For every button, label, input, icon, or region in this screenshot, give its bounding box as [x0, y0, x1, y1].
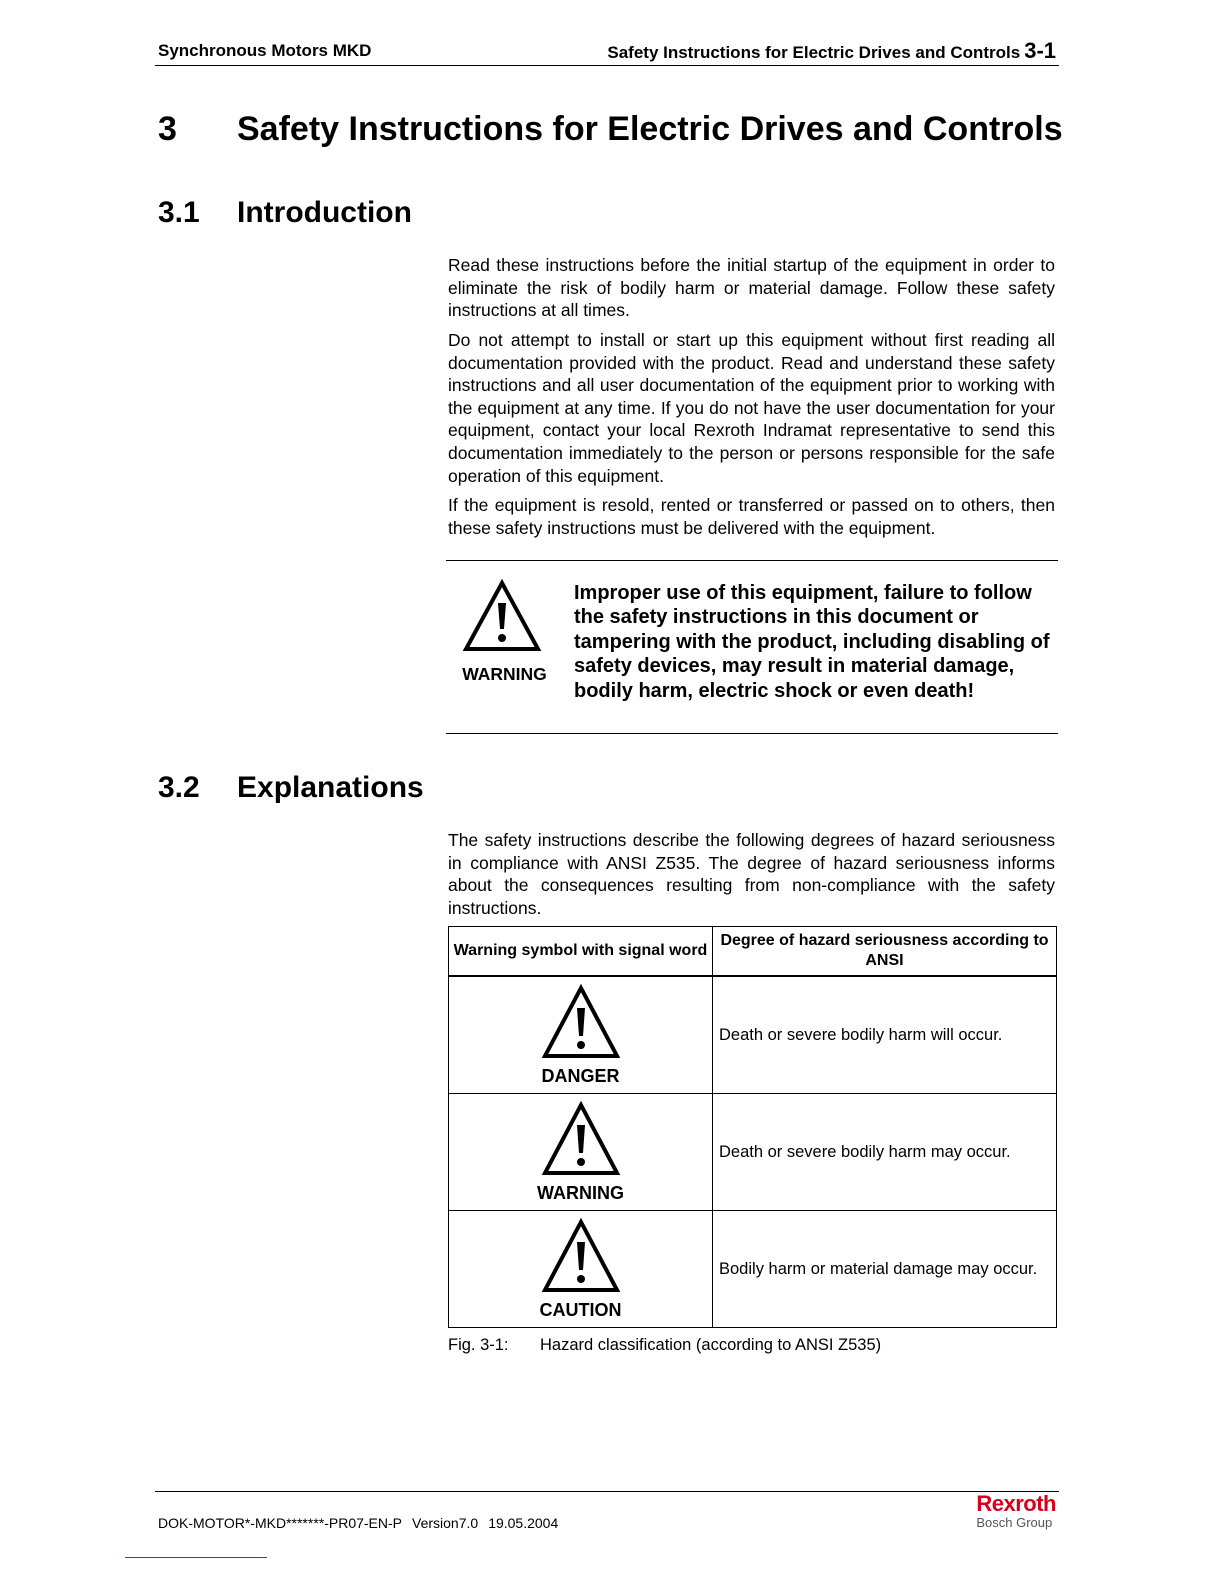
warning-triangle-icon — [541, 1101, 621, 1177]
running-header-right — [607, 38, 1056, 64]
section-heading-explanations — [158, 771, 424, 805]
document-version: Version7.0 — [412, 1515, 479, 1531]
figure-caption — [448, 1336, 881, 1355]
explanations-paragraph: The safety instructions describe the following degrees of hazard seriousness in compliance with ANSI Z535. The degree of hazard seriousness informs about the consequences resulting from non-compliance with the safety instructions. — [448, 830, 1055, 918]
figure-label: Fig. 3-1: — [448, 1336, 509, 1354]
section-title: Explanations — [237, 771, 424, 804]
brand-name: Rexroth — [976, 1491, 1056, 1516]
intro-paragraph-1: Read these instructions before the initial startup of the equipment in order to eliminate the risk of bodily harm or material damage. Follow these safety instructions at all times. — [448, 255, 1055, 321]
caution-triangle-icon — [541, 1218, 621, 1294]
figure-caption-text: Hazard classification (according to ANSI Z535) — [540, 1336, 882, 1354]
warning-notice — [446, 560, 1058, 734]
footer-document-info — [158, 1515, 568, 1531]
running-header-left: Synchronous Motors MKD — [158, 41, 372, 60]
signal-word: DANGER — [541, 1065, 620, 1086]
running-header-title: Safety Instructions for Electric Drives and Controls — [607, 43, 1021, 62]
intro-paragraph-2: Do not attempt to install or start up this equipment without first reading all documentation provided with the product. Read and understand these safety instructions and all user documentation of the equipment prior to working with the equipment at any time. If you do not have the user documentation for your equipment, contact your local Rexroth Indramat representative to send this documentation immediately to the person or persons responsible for the safe operation of this equipment. — [448, 330, 1055, 486]
hazard-description: Death or severe bodily harm will occur. — [713, 976, 1057, 1094]
section-number: 3.1 — [158, 196, 200, 229]
hazard-description: Bodily harm or material damage may occur. — [713, 1211, 1057, 1328]
rexroth-logo — [976, 1492, 1056, 1530]
signal-word: WARNING — [537, 1182, 624, 1203]
section-title: Introduction — [237, 196, 412, 229]
table-row — [449, 976, 1057, 1094]
brand-subtitle: Bosch Group — [976, 1515, 1053, 1530]
document-date: 19.05.2004 — [488, 1515, 559, 1531]
warning-signal-word: WARNING — [462, 664, 547, 684]
signal-word: CAUTION — [539, 1299, 622, 1320]
document-id: DOK-MOTOR*-MKD*******-PR07-EN-P — [158, 1515, 403, 1531]
table-row — [449, 1094, 1057, 1211]
chapter-number: 3 — [158, 110, 177, 148]
section-heading-introduction — [158, 196, 412, 230]
warning-text: Improper use of this equipment, failure to follow the safety instructions in this document or tampering with the product, including disabling of safety devices, may result in material damage, bodily harm, electric shock or even death! — [574, 582, 1050, 702]
header-rule — [155, 65, 1059, 66]
chapter-title: Safety Instructions for Electric Drives and Controls — [237, 110, 1063, 148]
table-header-cell: Warning symbol with signal word — [449, 927, 713, 977]
hazard-description: Death or severe bodily harm may occur. — [713, 1094, 1057, 1211]
danger-triangle-icon — [541, 984, 621, 1060]
table-header-cell: Degree of hazard seriousness according to ANSI — [713, 927, 1057, 977]
intro-paragraph-3: If the equipment is resold, rented or transferred or passed on to others, then these safety instructions must be delivered with the equipment. — [448, 495, 1055, 538]
footer-rule — [155, 1491, 1059, 1492]
bottom-link-underline — [125, 1557, 267, 1558]
hazard-classification-table — [448, 926, 1057, 1328]
table-row — [449, 1211, 1057, 1328]
section-number: 3.2 — [158, 771, 200, 804]
chapter-heading — [158, 110, 1063, 149]
table-header-row — [449, 927, 1057, 977]
symbol-cell — [449, 976, 713, 1094]
warning-triangle-icon — [462, 579, 542, 653]
symbol-cell — [449, 1211, 713, 1328]
page-number: 3-1 — [1024, 38, 1056, 63]
symbol-cell — [449, 1094, 713, 1211]
